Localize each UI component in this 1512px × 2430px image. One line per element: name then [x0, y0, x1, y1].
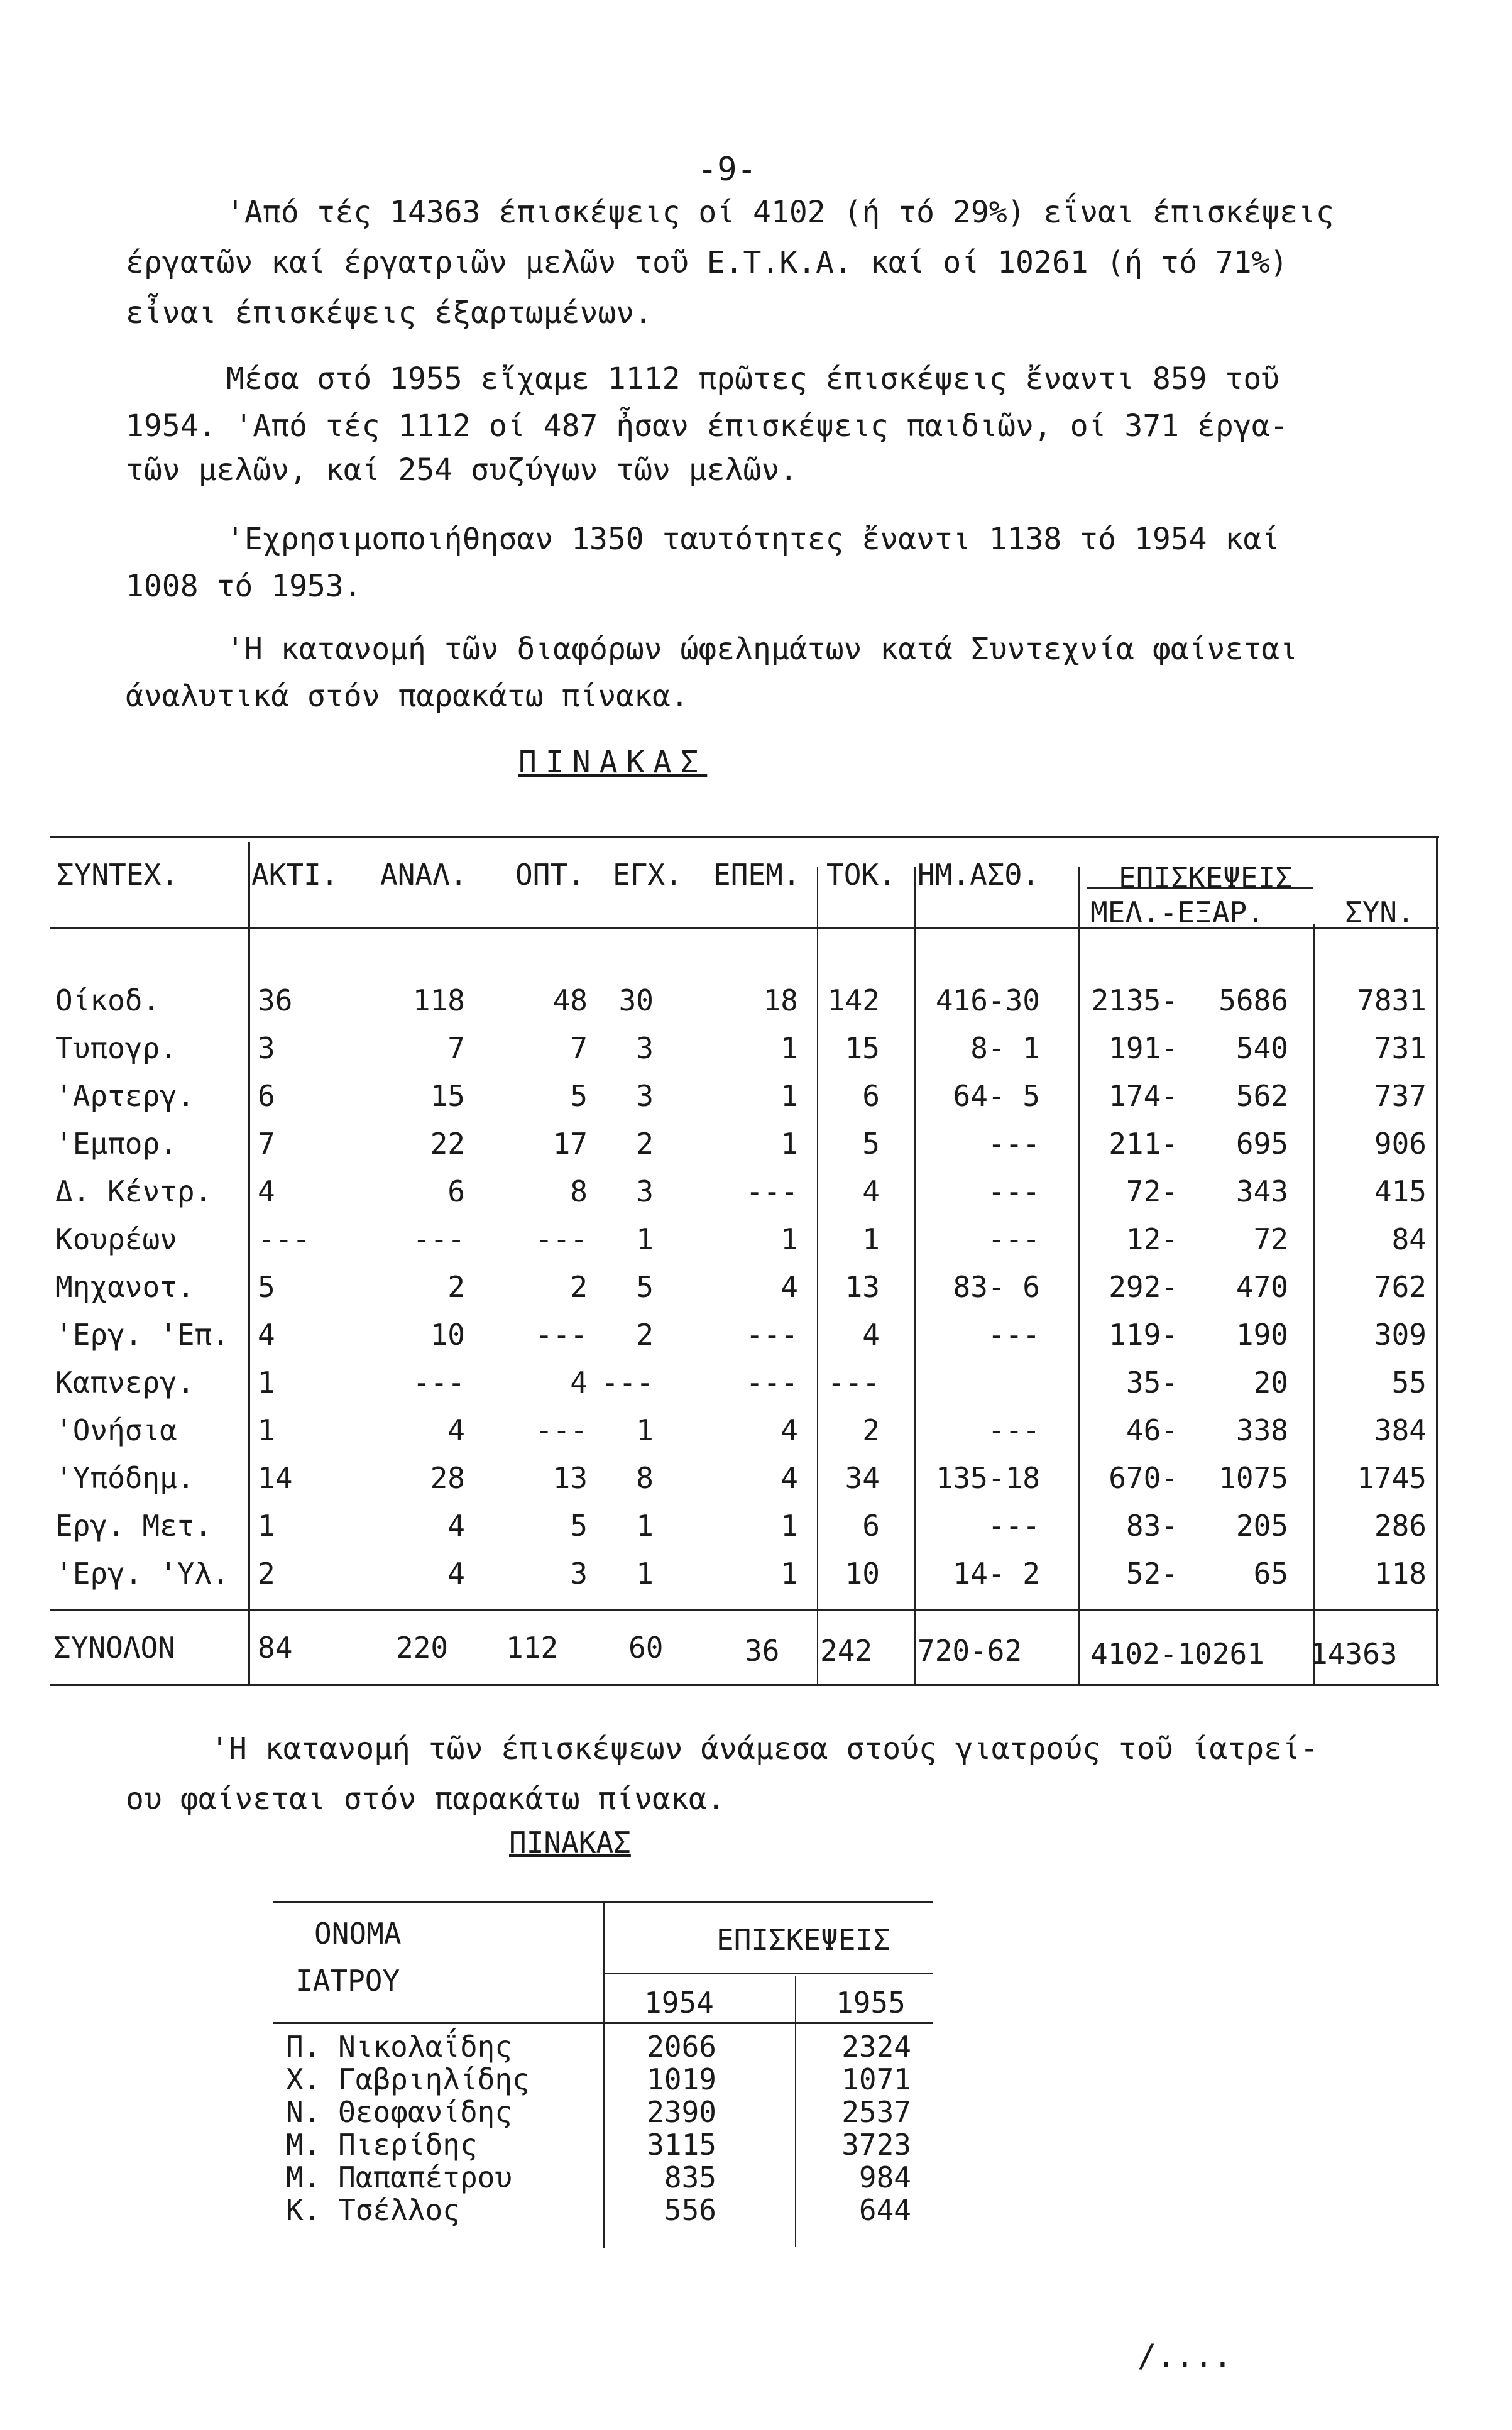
- row-10-tok: 34: [845, 1461, 880, 1495]
- row-2-mel: 174-: [1109, 1079, 1178, 1113]
- doctor-row-1-1955: 1071: [841, 2062, 911, 2096]
- row-12-exar: 65: [1253, 1557, 1288, 1590]
- row-4-syntech: Δ. Κέντρ.: [55, 1174, 212, 1208]
- row-5-mel: 12-: [1126, 1222, 1178, 1256]
- row-12-epem: 1: [781, 1557, 798, 1590]
- row-6-im-asth: 83- 6: [953, 1270, 1040, 1304]
- row-7-im-asth: ---: [987, 1318, 1040, 1352]
- row-8-opt: 4: [570, 1366, 588, 1399]
- doctor-row-5-name: Κ. Τσέλλος: [286, 2193, 460, 2227]
- row-3-mel: 211-: [1109, 1127, 1178, 1161]
- paragraph-2-line-2: 1954. 'Από τές 1112 οί 487 ἦσαν έπισκέψεις παιδιῶν, οί 371 έργα-: [126, 408, 1288, 444]
- row-4-akti: 4: [258, 1174, 275, 1208]
- row-5-syntech: Κουρέων: [55, 1222, 177, 1256]
- row-9-im-asth: ---: [987, 1413, 1040, 1447]
- row-7-syn: 309: [1374, 1318, 1427, 1352]
- header-egch: ΕΓΧ.: [613, 858, 682, 892]
- row-12-tok: 10: [845, 1557, 880, 1590]
- row-10-akti: 14: [258, 1461, 293, 1495]
- row-12-akti: 2: [258, 1557, 275, 1590]
- row-0-tok: 142: [827, 983, 880, 1017]
- header-anal: ΑΝΑΛ.: [380, 858, 468, 892]
- header-syntech: ΣΥΝΤΕΧ.: [57, 858, 178, 892]
- row-0-egch: 30: [618, 983, 654, 1017]
- row-5-im-asth: ---: [987, 1222, 1040, 1256]
- paragraph-2-line-3: τῶν μελῶν, καί 254 συζύγων τῶν μελῶν.: [126, 452, 798, 488]
- row-4-mel: 72-: [1126, 1174, 1178, 1208]
- doctor-row-0-1954: 2066: [647, 2030, 716, 2064]
- row-7-akti: 4: [258, 1318, 275, 1352]
- paragraph-2-line-1: Μέσα στό 1955 εἴχαμε 1112 πρῶτες έπισκέψεις ἔναντι 859 τοῦ: [226, 361, 1280, 397]
- row-4-im-asth: ---: [987, 1174, 1040, 1208]
- col-sep-right: [1436, 836, 1438, 1684]
- total-label: ΣΥΝΟΛΟΝ: [53, 1631, 175, 1665]
- row-11-opt: 5: [570, 1509, 588, 1543]
- row-7-opt: ---: [535, 1318, 588, 1352]
- header-mel-exar: ΜΕΛ.-ΕΞΑΡ.: [1090, 895, 1264, 929]
- row-6-syntech: Μηχανοτ.: [55, 1270, 195, 1304]
- row-10-opt: 13: [552, 1461, 588, 1495]
- row-11-syntech: Εργ. Μετ.: [55, 1509, 212, 1543]
- row-5-opt: ---: [535, 1222, 588, 1256]
- row-9-egch: 1: [636, 1413, 654, 1447]
- row-10-im-asth: 135-18: [935, 1461, 1040, 1495]
- row-11-epem: 1: [781, 1509, 798, 1543]
- row-11-anal: 4: [447, 1509, 465, 1543]
- row-2-syn: 737: [1374, 1079, 1427, 1113]
- row-2-anal: 15: [430, 1079, 465, 1113]
- doctor-row-1-1954: 1019: [647, 2062, 716, 2096]
- row-8-syn: 55: [1391, 1366, 1427, 1399]
- header-onoma: ΟΝΟΜΑ: [314, 1917, 402, 1951]
- row-9-akti: 1: [258, 1413, 275, 1447]
- row-9-opt: ---: [535, 1413, 588, 1447]
- paragraph-5-line-2: ου φαίνεται στόν παρακάτω πίνακα.: [126, 1781, 725, 1817]
- header-syn: ΣΥΝ.: [1345, 895, 1415, 929]
- row-6-anal: 2: [447, 1270, 465, 1304]
- doctor-row-5-1955: 644: [858, 2193, 911, 2227]
- doctor-row-2-1955: 2537: [841, 2095, 911, 2129]
- row-10-mel: 670-: [1109, 1461, 1178, 1495]
- row-10-epem: 4: [781, 1461, 798, 1495]
- row-12-im-asth: 14- 2: [953, 1557, 1040, 1590]
- total-im-asth: 720-62: [918, 1634, 1022, 1668]
- row-1-akti: 3: [258, 1031, 275, 1065]
- row-3-anal: 22: [430, 1127, 465, 1161]
- col-sep-1: [248, 842, 250, 1684]
- row-2-tok: 6: [862, 1079, 880, 1113]
- row-5-akti: ---: [258, 1222, 310, 1256]
- header-im-asth: ΗΜ.ΑΣΘ.: [918, 858, 1039, 892]
- doctor-row-0-name: Π. Νικολαΐδης: [286, 2030, 513, 2064]
- row-1-exar: 540: [1235, 1031, 1288, 1065]
- doctor-row-4-name: Μ. Παπαπέτρου: [286, 2160, 513, 2194]
- row-1-mel: 191-: [1109, 1031, 1178, 1065]
- row-9-epem: 4: [781, 1413, 798, 1447]
- row-0-mel: 2135-: [1091, 983, 1178, 1017]
- total-epem: 36: [745, 1634, 780, 1668]
- row-8-akti: 1: [258, 1366, 275, 1399]
- row-1-im-asth: 8- 1: [970, 1031, 1040, 1065]
- row-10-anal: 28: [430, 1461, 465, 1495]
- row-0-epem: 18: [763, 983, 798, 1017]
- row-3-im-asth: ---: [987, 1127, 1040, 1161]
- table-1-bottom-rule: [50, 1684, 1439, 1686]
- row-11-mel: 83-: [1126, 1509, 1178, 1543]
- row-4-exar: 343: [1235, 1174, 1288, 1208]
- row-4-egch: 3: [636, 1174, 654, 1208]
- row-8-exar: 20: [1253, 1366, 1288, 1399]
- header-year-1954: 1954: [644, 1986, 714, 2020]
- row-11-syn: 286: [1374, 1509, 1427, 1543]
- row-9-syntech: 'Ονήσια: [55, 1413, 177, 1447]
- row-3-tok: 5: [862, 1127, 880, 1161]
- row-7-tok: 4: [862, 1318, 880, 1352]
- row-5-syn: 84: [1391, 1222, 1427, 1256]
- row-0-syn: 7831: [1357, 983, 1427, 1017]
- row-8-mel: 35-: [1126, 1366, 1178, 1399]
- row-4-epem: ---: [745, 1174, 798, 1208]
- doctor-row-5-1954: 556: [664, 2193, 716, 2227]
- header-iatrou: ΙΑΤΡΟΥ: [295, 1964, 400, 1998]
- row-12-opt: 3: [570, 1557, 588, 1590]
- header-visits: ΕΠΙΣΚΕΨΕΙΣ: [1119, 861, 1293, 895]
- row-2-epem: 1: [781, 1079, 798, 1113]
- table-1-top-rule: [50, 836, 1439, 838]
- row-12-anal: 4: [447, 1557, 465, 1590]
- doctor-row-1-name: Χ. Γαβριηλίδης: [286, 2062, 530, 2096]
- doctor-row-2-1954: 2390: [647, 2095, 716, 2129]
- row-2-akti: 6: [258, 1079, 275, 1113]
- row-8-syntech: Καπνεργ.: [55, 1366, 195, 1399]
- row-3-egch: 2: [636, 1127, 654, 1161]
- row-7-epem: ---: [745, 1318, 798, 1352]
- row-1-anal: 7: [447, 1031, 465, 1065]
- header-akti: ΑΚΤΙ.: [251, 858, 339, 892]
- table-2-title: ΠΙΝΑΚΑΣ: [509, 1825, 631, 1859]
- row-3-epem: 1: [781, 1127, 798, 1161]
- row-12-syntech: 'Εργ. 'Υλ.: [55, 1557, 229, 1590]
- header-year-1955: 1955: [836, 1986, 906, 2020]
- row-5-exar: 72: [1253, 1222, 1288, 1256]
- row-3-syntech: 'Εμπορ.: [55, 1127, 177, 1161]
- paragraph-1-line-2: έργατῶν καί έργατριῶν μελῶν τοῦ Ε.Τ.Κ.Α. καί οί 10261 (ή τό 71%): [126, 245, 1288, 280]
- row-4-syn: 415: [1374, 1174, 1427, 1208]
- table-1-title: ΠΙΝΑΚΑΣ: [518, 745, 708, 780]
- doctor-row-3-1955: 3723: [841, 2128, 911, 2162]
- doctor-row-3-1954: 3115: [647, 2128, 716, 2162]
- row-6-opt: 2: [570, 1270, 588, 1304]
- row-7-anal: 10: [430, 1318, 465, 1352]
- row-9-anal: 4: [447, 1413, 465, 1447]
- row-12-syn: 118: [1374, 1557, 1427, 1590]
- row-4-opt: 8: [570, 1174, 588, 1208]
- row-0-syntech: Οίκοδ.: [55, 983, 160, 1017]
- row-8-anal: ---: [412, 1366, 465, 1399]
- row-0-akti: 36: [258, 983, 293, 1017]
- paragraph-3-line-2: 1008 τό 1953.: [126, 569, 362, 604]
- row-10-syntech: 'Υπόδημ.: [55, 1461, 195, 1495]
- row-5-anal: ---: [412, 1222, 465, 1256]
- page-number: -9-: [698, 151, 757, 189]
- row-0-opt: 48: [552, 983, 588, 1017]
- row-3-opt: 17: [552, 1127, 588, 1161]
- row-5-tok: 1: [862, 1222, 880, 1256]
- row-2-syntech: 'Αρτεργ.: [55, 1079, 195, 1113]
- row-11-tok: 6: [862, 1509, 880, 1543]
- row-5-egch: 1: [636, 1222, 654, 1256]
- header-epem: ΕΠΕΜ.: [713, 858, 801, 892]
- row-9-tok: 2: [862, 1413, 880, 1447]
- row-6-mel: 292-: [1109, 1270, 1178, 1304]
- row-8-egch: ---: [601, 1366, 654, 1399]
- row-9-exar: 338: [1235, 1413, 1288, 1447]
- row-2-opt: 5: [570, 1079, 588, 1113]
- row-0-exar: 5686: [1219, 983, 1288, 1017]
- paragraph-1-line-3: εἶναι έπισκέψεις έξαρτωμένων.: [126, 295, 653, 331]
- total-visits: 4102-10261: [1090, 1637, 1264, 1671]
- row-0-anal: 118: [412, 983, 465, 1017]
- paragraph-4-line-1: 'Η κατανομή τῶν διαφόρων ώφελημάτων κατά Συντεχνία φαίνεται: [226, 632, 1298, 667]
- row-6-tok: 13: [845, 1270, 880, 1304]
- row-7-egch: 2: [636, 1318, 654, 1352]
- row-3-akti: 7: [258, 1127, 275, 1161]
- row-9-mel: 46-: [1126, 1413, 1178, 1447]
- row-3-exar: 695: [1235, 1127, 1288, 1161]
- row-0-im-asth: 416-30: [935, 983, 1040, 1017]
- row-6-exar: 470: [1235, 1270, 1288, 1304]
- row-7-syntech: 'Εργ. 'Επ.: [55, 1318, 229, 1352]
- row-10-syn: 1745: [1357, 1461, 1427, 1495]
- table-1-total-top-rule: [50, 1609, 1439, 1611]
- row-7-mel: 119-: [1109, 1318, 1178, 1352]
- row-2-exar: 562: [1235, 1079, 1288, 1113]
- doctor-row-0-1955: 2324: [841, 2030, 911, 2064]
- row-7-exar: 190: [1235, 1318, 1288, 1352]
- row-6-epem: 4: [781, 1270, 798, 1304]
- row-1-syntech: Τυπογρ.: [55, 1031, 177, 1065]
- doctor-row-4-1955: 984: [858, 2160, 911, 2194]
- row-8-epem: ---: [745, 1366, 798, 1399]
- total-syn: 14363: [1310, 1637, 1398, 1671]
- row-4-anal: 6: [447, 1174, 465, 1208]
- row-9-syn: 384: [1374, 1413, 1427, 1447]
- total-anal: 220: [396, 1631, 449, 1665]
- header-tok: ΤΟΚ.: [826, 858, 896, 892]
- continuation-mark: /....: [1137, 2338, 1232, 2374]
- total-tok: 242: [820, 1634, 873, 1668]
- row-11-akti: 1: [258, 1509, 275, 1543]
- paragraph-1-line-1: 'Από τές 14363 έπισκέψεις οί 4102 (ή τό 29%) εΐναι έπισκέψεις: [226, 195, 1334, 230]
- total-opt: 112: [506, 1631, 559, 1665]
- row-1-syn: 731: [1374, 1031, 1427, 1065]
- row-11-egch: 1: [636, 1509, 654, 1543]
- row-10-exar: 1075: [1219, 1461, 1288, 1495]
- paragraph-5-line-1: 'Η κατανομή τῶν έπισκέψεων άνάμεσα στούς γιατρούς τοῦ ίατρεί-: [211, 1731, 1318, 1766]
- paragraph-3-line-1: 'Εχρησιμοποιήθησαν 1350 ταυτότητες ἔναντι 1138 τό 1954 καί: [226, 522, 1280, 557]
- row-8-tok: ---: [827, 1366, 880, 1399]
- row-12-mel: 52-: [1126, 1557, 1178, 1590]
- total-akti: 84: [258, 1631, 293, 1665]
- row-6-akti: 5: [258, 1270, 275, 1304]
- header-visits-2: ΕΠΙΣΚΕΨΕΙΣ: [716, 1923, 890, 1957]
- header-opt: ΟΠΤ.: [515, 858, 585, 892]
- row-2-egch: 3: [636, 1079, 654, 1113]
- row-1-opt: 7: [570, 1031, 588, 1065]
- row-3-syn: 906: [1374, 1127, 1427, 1161]
- row-11-im-asth: ---: [987, 1509, 1040, 1543]
- total-egch: 60: [628, 1631, 664, 1665]
- row-2-im-asth: 64- 5: [953, 1079, 1040, 1113]
- doctor-row-2-name: Ν. Θεοφανίδης: [286, 2095, 513, 2129]
- row-12-egch: 1: [636, 1557, 654, 1590]
- row-4-tok: 4: [862, 1174, 880, 1208]
- row-10-egch: 8: [636, 1461, 654, 1495]
- row-1-egch: 3: [636, 1031, 654, 1065]
- row-5-epem: 1: [781, 1222, 798, 1256]
- paragraph-4-line-2: άναλυτικά στόν παρακάτω πίνακα.: [126, 679, 689, 714]
- table-2-year-rule: [603, 1973, 933, 1974]
- row-6-egch: 5: [636, 1270, 654, 1304]
- row-11-exar: 205: [1235, 1509, 1288, 1543]
- doctor-row-3-name: Μ. Πιερίδης: [286, 2128, 478, 2162]
- row-6-syn: 762: [1374, 1270, 1427, 1304]
- row-1-tok: 15: [845, 1031, 880, 1065]
- row-1-epem: 1: [781, 1031, 798, 1065]
- doctor-row-4-1954: 835: [664, 2160, 716, 2194]
